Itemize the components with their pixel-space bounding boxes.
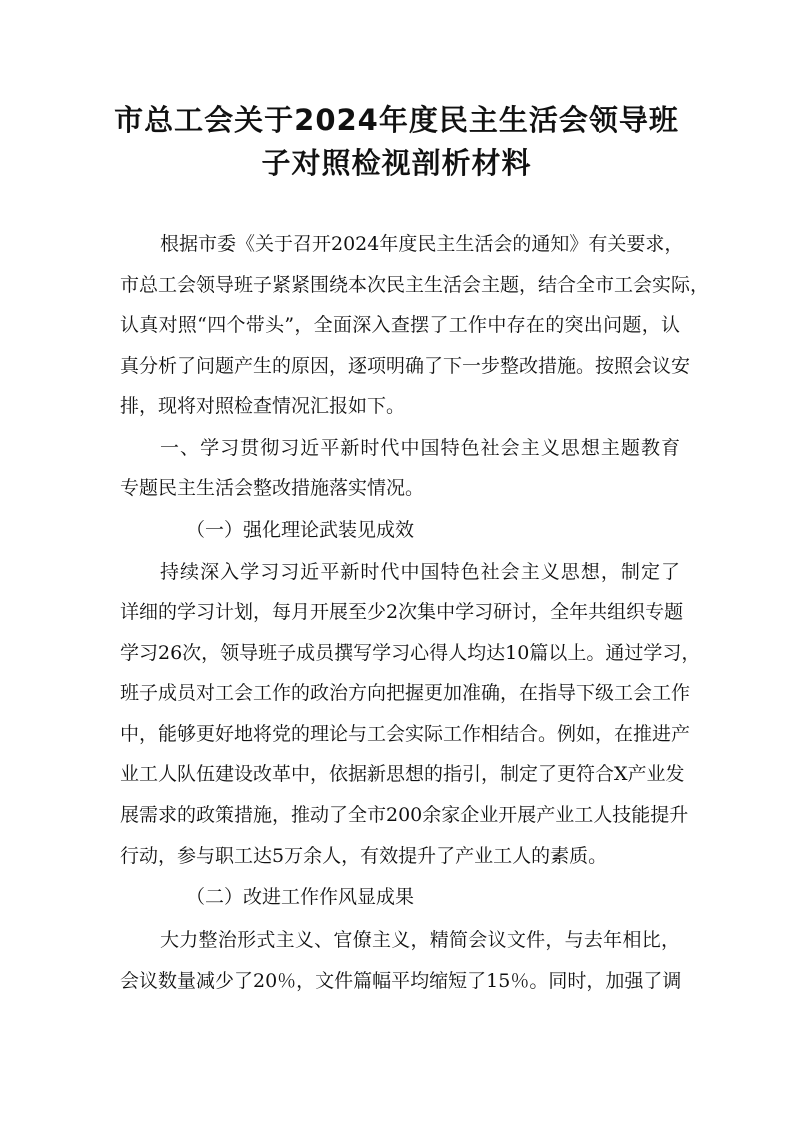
- subsection-2-heading: （二）改进工作作风显成果: [186, 886, 415, 908]
- intro-line-1: 根据市委《关于召开2024年度民主生活会的通知》有关要求，: [160, 233, 684, 255]
- subsection-2-line-2: 会议数量减少了20％，文件篇幅平均缩短了15％。同时，加强了调: [120, 970, 682, 992]
- subsection-1-line-3: 学习26次，领导班子成员撰写学习心得人均达10篇以上。通过学习，: [120, 642, 701, 664]
- subsection-1-line-2: 详细的学习计划，每月开展至少2次集中学习研讨，全年共组织专题: [120, 601, 684, 623]
- subsection-1-heading: （一）强化理论武装见成效: [186, 519, 415, 541]
- intro-line-2: 市总工会领导班子紧紧围绕本次民主生活会主题，结合全市工会实际，: [120, 274, 710, 296]
- subsection-1-line-8: 行动，参与职工达5万余人，有效提升了产业工人的素质。: [120, 845, 608, 867]
- section-1-heading-line-1: 一、学习贯彻习近平新时代中国特色社会主义思想主题教育: [160, 437, 680, 459]
- subsection-1-line-5: 中，能够更好地将党的理论与工会实际工作相结合。例如，在推进产: [120, 723, 691, 745]
- section-1-heading-line-2: 专题民主生活会整改措施落实情况。: [120, 477, 425, 499]
- intro-line-3: 认真对照“四个带头”，全面深入查摆了工作中存在的突出问题，认: [120, 314, 680, 336]
- document-title-line-1: 市总工会关于2024年度民主生活会领导班: [114, 103, 679, 137]
- subsection-1-line-4: 班子成员对工会工作的政治方向把握更加准确，在指导下级工会工作: [120, 682, 691, 704]
- intro-line-4: 真分析了问题产生的原因，逐项明确了下一步整改措施。按照会议安: [120, 355, 691, 377]
- subsection-1-line-6: 业工人队伍建设改革中，依据新思想的指引，制定了更符合X产业发: [120, 763, 685, 785]
- subsection-1-line-1: 持续深入学习习近平新时代中国特色社会主义思想，制定了: [160, 561, 680, 583]
- subsection-2-line-1: 大力整治形式主义、官僚主义，精简会议文件，与去年相比，: [160, 929, 680, 951]
- document-title-line-2: 子对照检视剖析材料: [261, 146, 532, 180]
- subsection-1-line-7: 展需求的政策措施，推动了全市200余家企业开展产业工人技能提升: [120, 804, 689, 826]
- intro-line-5: 排，现将对照检查情况汇报如下。: [120, 395, 406, 417]
